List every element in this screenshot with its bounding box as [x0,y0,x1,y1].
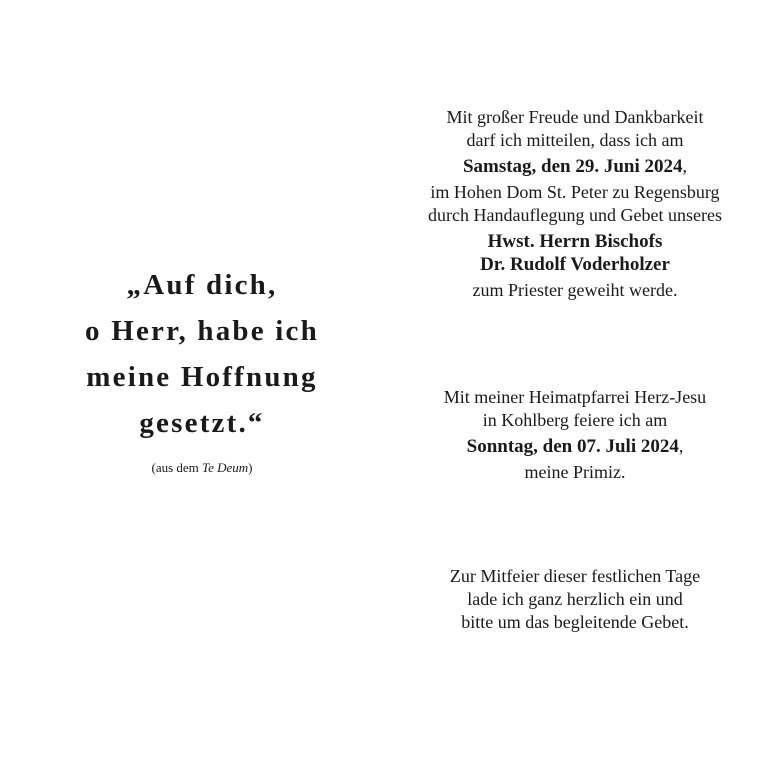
bishop-title: Hwst. Herrn Bischofs [487,231,663,252]
text-line: zum Priester geweiht werde. [472,280,678,300]
primiz-date [380,435,770,458]
text-line: lade ich ganz herzlich ein und [467,589,683,609]
motto-quote [44,262,360,446]
text-line: bitte um das begleitende Gebet. [461,612,689,632]
source-suffix: ) [248,460,253,475]
ordination-date-text: Samstag, den 29. Juni 2024 [462,156,683,177]
primiz-date-text: Sonntag, den 07. Juli 2024 [466,436,679,457]
primiz-announcement [380,386,770,484]
invitation-text [380,565,770,634]
text-line: Mit meiner Heimatpfarrei Herz-Jesu [443,387,707,407]
text-line: durch Handauflegung und Gebet unseres [428,205,722,225]
source-prefix: (aus dem [151,460,203,475]
text-line: darf ich mitteilen, dass ich am [466,130,684,150]
text-line: Mit großer Freude und Dankbarkeit [446,107,704,127]
bishop-name: Dr. Rudolf Voderholzer [480,254,670,275]
text-line: im Hohen Dom St. Peter zu Regensburg [430,182,720,202]
ordination-announcement [380,106,770,302]
quote-line: gesetzt.“ [139,407,265,439]
date-comma: , [678,436,684,456]
motto-panel [44,262,360,476]
ordination-date [380,155,770,178]
source-title: Te Deum [202,460,249,475]
text-line: meine Primiz. [524,462,626,482]
quote-line: „Auf dich, [126,269,278,301]
date-comma: , [682,156,688,176]
quote-line: meine Hoffnung [86,361,318,393]
quote-line: o Herr, habe ich [85,315,319,347]
quote-source [44,460,360,476]
text-line: Zur Mitfeier dieser festlichen Tage [449,566,701,586]
text-line: in Kohlberg feiere ich am [482,410,668,430]
